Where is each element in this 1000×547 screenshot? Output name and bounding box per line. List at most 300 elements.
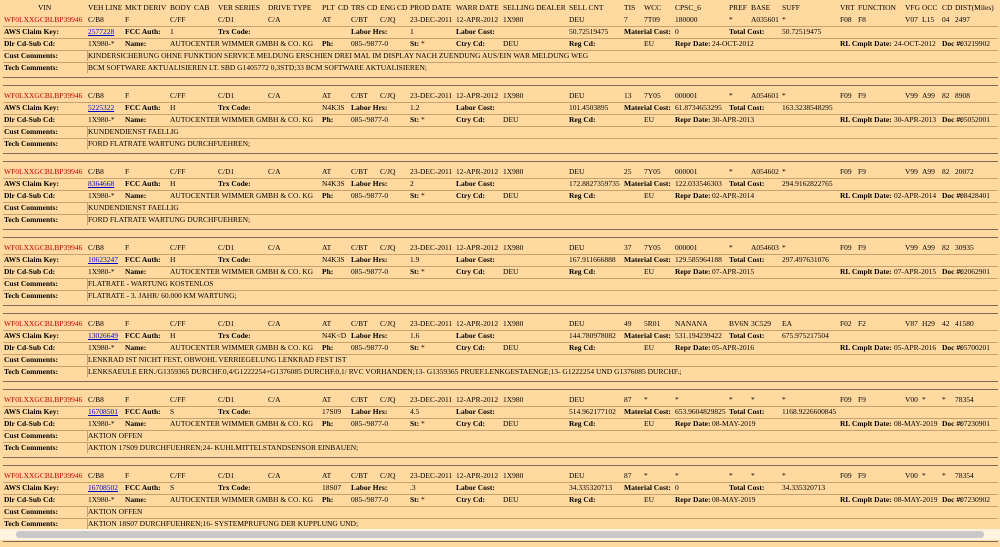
dlr-cd-value: 1X980-* [88, 39, 115, 48]
reg-cd-value: EU [644, 267, 654, 276]
dealer-name-value: AUTOCENTER WIMMER GMBH & CO. KG [170, 267, 314, 276]
occ-value: H29 [922, 319, 935, 328]
repr-date-value: 07-APR-2015 [712, 267, 755, 276]
dlr-cd-label: Dlr Cd-Sub Cd: [4, 267, 56, 276]
base-value: A035601 [751, 15, 779, 24]
occ-value: * [922, 395, 926, 404]
dlr-cd-label: Dlr Cd-Sub Cd: [4, 115, 56, 124]
reg-cd-label: Reg Cd: [569, 419, 596, 428]
sell-cnt-value: DEU [569, 243, 585, 252]
record-divider [3, 153, 998, 154]
ctry-cd-label: Ctry Cd: [456, 419, 485, 428]
col-warr-date: WARR DATE [456, 3, 499, 12]
total-cost-label: Total Cost: [729, 331, 765, 340]
reg-cd-value: EU [644, 419, 654, 428]
total-cost-label: Total Cost: [729, 255, 765, 264]
state-label: St: [410, 191, 420, 200]
trx-code-value: N4K3S [322, 103, 345, 112]
repr-date-value: 05-APR-2016 [712, 343, 755, 352]
record-divider [3, 457, 998, 458]
selling-dealer-value: 1X980 [503, 91, 524, 100]
labor-hrs-label: Labor Hrs: [351, 331, 388, 340]
dealer-row [0, 191, 1000, 201]
dist-value: 8908 [955, 91, 970, 100]
body-value: C/FF [170, 471, 186, 480]
dist-value: 30935 [955, 243, 974, 252]
dlr-cd-label: Dlr Cd-Sub Cd: [4, 39, 56, 48]
reg-cd-label: Reg Cd: [569, 39, 596, 48]
doc-label: Doc #: [942, 495, 963, 504]
dealer-row [0, 115, 1000, 125]
aws-claim-key-label: AWS Claim Key: [4, 407, 59, 416]
tis-value: 7 [624, 15, 628, 24]
trx-code-label: Trx Code: [218, 103, 251, 112]
repr-date-value: 24-OCT-2012 [712, 39, 754, 48]
labor-hrs-label: Labor Hrs: [351, 179, 388, 188]
cust-comments-value: KUNDENDIENST FAELLIG [88, 203, 179, 212]
vfg-value: V99 [905, 91, 918, 100]
dealer-name-value: AUTOCENTER WIMMER GMBH & CO. KG [170, 419, 314, 428]
state-label: St: [410, 267, 420, 276]
trs-value: C/BT [351, 167, 368, 176]
aws-claim-key-label: AWS Claim Key: [4, 27, 59, 36]
sell-cnt-value: DEU [569, 167, 585, 176]
cust-comments-row [0, 279, 1000, 289]
aws-claim-key-link[interactable]: 16708502 [88, 483, 118, 492]
dealer-row [0, 495, 1000, 505]
wcc-value: * [644, 395, 648, 404]
aws-claim-key-label: AWS Claim Key: [4, 331, 59, 340]
scrollbar-thumb[interactable] [16, 531, 984, 538]
phone-label: Ph: [322, 191, 334, 200]
cust-comments-value: KINDERSICHERUNG OHNE FUNKTION SERVICE MELDUNG ERSCHIEN DREI MAL IM DISPLAY NACH ZUENDUNG AUS/EIN WAR MELDUNG WEG [88, 51, 589, 60]
dealer-name-value: AUTOCENTER WIMMER GMBH & CO. KG [170, 495, 314, 504]
cust-comments-label: Cust Comments: [4, 355, 58, 364]
cd-value: 82 [942, 243, 950, 252]
prod-date-value: 23-DEC-2011 [410, 471, 453, 480]
dealer-row [0, 267, 1000, 277]
tech-comments-row [0, 367, 1000, 377]
cust-comments-label: Cust Comments: [4, 51, 58, 60]
dlr-cd-label: Dlr Cd-Sub Cd: [4, 343, 56, 352]
aws-claim-key-link[interactable]: 2577228 [88, 27, 115, 36]
wcc-value: 7Y05 [644, 243, 661, 252]
labor-hrs-value: 2 [410, 179, 414, 188]
record-divider [3, 161, 998, 162]
repr-date-label: Repr Date: [675, 115, 711, 124]
dlr-cd-value: 1X980-* [88, 495, 115, 504]
labor-cost-value: 50.72519475 [569, 27, 609, 36]
trs-value: C/BT [351, 15, 368, 24]
claim-row [0, 407, 1000, 417]
body-value: C/FF [170, 15, 186, 24]
dlr-cd-label: Dlr Cd-Sub Cd: [4, 419, 56, 428]
col-cd3: CD [397, 3, 408, 12]
ver-series-value: C/D1 [218, 471, 235, 480]
body-value: C/FF [170, 91, 186, 100]
function-value: F9 [858, 91, 866, 100]
record-divider [3, 381, 998, 382]
tech-comments-row [0, 215, 1000, 225]
occ-value: A99 [922, 243, 935, 252]
phone-label: Ph: [322, 495, 334, 504]
trx-code-value: N4K3S [322, 255, 345, 264]
labor-hrs-value: 1.9 [410, 255, 420, 264]
pref-value: * [729, 243, 733, 252]
col-occ: OCC [922, 3, 938, 12]
tech-comments-row [0, 291, 1000, 301]
suff-value: * [782, 15, 786, 24]
state-label: St: [410, 115, 420, 124]
base-value: 3C529 [751, 319, 772, 328]
dist-value: 78354 [955, 471, 974, 480]
tech-comments-label: Tech Comments: [4, 443, 59, 452]
tech-comments-value: AKTION 17S09 DURCHFUEHREN;24- KUHLMITTELSTANDSENSOR EINBAUEN; [88, 443, 359, 452]
plt-value: AT [322, 471, 332, 480]
col-veh-line: VEH LINE [88, 3, 123, 12]
aws-claim-key-label: AWS Claim Key: [4, 179, 59, 188]
ver-series-value: C/D1 [218, 243, 235, 252]
name-label: Name: [125, 39, 147, 48]
record-divider [3, 237, 998, 238]
base-value: A054601 [751, 91, 779, 100]
repr-date-label: Repr Date: [675, 495, 711, 504]
ctry-cd-value: DEU [503, 115, 519, 124]
tis-value: 87 [624, 395, 632, 404]
sell-cnt-value: DEU [569, 319, 585, 328]
material-cost-value: 531.194239422 [675, 331, 722, 340]
material-cost-label: Material Cost: [624, 103, 671, 112]
vrt-value: F09 [840, 471, 852, 480]
mkt-deriv-value: F [125, 243, 130, 252]
vehicle-row [0, 319, 1000, 329]
total-cost-value: 1168.9226600845 [782, 407, 837, 416]
cpsc-value: * [675, 471, 679, 480]
sell-cnt-value: DEU [569, 91, 585, 100]
col-eng: ENG [380, 3, 396, 12]
body-value: C/FF [170, 167, 186, 176]
col-dist: DIST(Miles) [955, 3, 994, 12]
warr-date-value: 12-APR-2012 [456, 471, 499, 480]
repr-date-label: Repr Date: [675, 419, 711, 428]
claim-row [0, 255, 1000, 265]
cust-comments-value: AKTION OFFEN [88, 431, 143, 440]
labor-hrs-label: Labor Hrs: [351, 255, 388, 264]
record-divider [3, 77, 998, 78]
base-value: * [751, 395, 755, 404]
cust-comments-label: Cust Comments: [4, 279, 58, 288]
vrt-value: F09 [840, 91, 852, 100]
dist-value: 2497 [955, 15, 970, 24]
cd-value: 82 [942, 91, 950, 100]
fcc-auth-value: S [170, 483, 175, 492]
fcc-auth-label: FCC Auth: [125, 103, 161, 112]
ver-series-value: C/D1 [218, 91, 235, 100]
wcc-value: 7T09 [644, 15, 660, 24]
cust-comments-label: Cust Comments: [4, 203, 58, 212]
suff-value: EA [782, 319, 792, 328]
labor-hrs-value: 1 [410, 27, 414, 36]
doc-label: Doc #: [942, 267, 963, 276]
material-cost-value: 122.033546303 [675, 179, 722, 188]
material-cost-value: 61.8734653295 [675, 103, 722, 112]
prod-date-value: 23-DEC-2011 [410, 243, 453, 252]
reg-cd-label: Reg Cd: [569, 495, 596, 504]
sell-cnt-value: DEU [569, 395, 585, 404]
phone-label: Ph: [322, 343, 334, 352]
mkt-deriv-value: F [125, 15, 130, 24]
cust-comments-row [0, 507, 1000, 517]
tech-comments-value: AKTION 18S07 DURCHFUEHREN;16- SYSTEMPRUFUNG DER KUPPLUNG UND; [88, 519, 359, 528]
pref-value: * [729, 167, 733, 176]
vrt-value: F09 [840, 243, 852, 252]
warr-date-value: 12-APR-2012 [456, 243, 499, 252]
total-cost-value: 675.975217504 [782, 331, 829, 340]
doc-label: Doc #: [942, 115, 963, 124]
vin-value: WF0LXXGCBLBP39946 [4, 471, 83, 480]
total-cost-value: 50.72519475 [782, 27, 822, 36]
occ-value: A99 [922, 91, 935, 100]
vfg-value: V00 [905, 395, 918, 404]
claim-row [0, 179, 1000, 189]
tis-value: 25 [624, 167, 632, 176]
tech-comments-label: Tech Comments: [4, 63, 59, 72]
material-cost-label: Material Cost: [624, 331, 671, 340]
warr-date-value: 12-APR-2012 [456, 395, 499, 404]
col-pref: PREF [729, 3, 747, 12]
suff-value: * [782, 167, 786, 176]
suff-value: * [782, 395, 786, 404]
rl-cmplt-date-value: 08-MAY-2019 [894, 419, 938, 428]
total-cost-label: Total Cost: [729, 179, 765, 188]
record-divider [3, 313, 998, 314]
cd-value: 82 [942, 167, 950, 176]
ctry-cd-label: Ctry Cd: [456, 343, 485, 352]
phone-value: 085-/9877-0 [351, 419, 389, 428]
cust-comments-label: Cust Comments: [4, 127, 58, 136]
material-cost-value: 0 [675, 483, 679, 492]
prod-date-value: 23-DEC-2011 [410, 319, 453, 328]
tech-comments-value: LENKSAEULE ERN./G1359365 DURCHF.0,4/G1222254+G1376085 DURCHF.0,1/ RVC VORHANDEN;13- G1359365 PRUEF.LENKGESTAENGE;13- G1222254 UND G1376085 DURCHF.; [88, 367, 682, 376]
doc-value: 05700201 [960, 343, 990, 352]
prod-date-value: 23-DEC-2011 [410, 91, 453, 100]
dist-value: 20072 [955, 167, 974, 176]
function-value: F9 [858, 167, 866, 176]
state-value: * [421, 343, 425, 352]
reg-cd-label: Reg Cd: [569, 115, 596, 124]
drive-type-value: C/A [268, 395, 281, 404]
function-value: F9 [858, 471, 866, 480]
fcc-auth-value: 1 [170, 27, 174, 36]
eng-value: C/JQ [380, 395, 396, 404]
trx-code-value: N4K3S [322, 179, 345, 188]
mkt-deriv-value: F [125, 91, 130, 100]
fcc-auth-value: H [170, 103, 176, 112]
selling-dealer-value: 1X980 [503, 319, 524, 328]
labor-cost-label: Labor Cost: [456, 179, 495, 188]
selling-dealer-value: 1X980 [503, 471, 524, 480]
phone-label: Ph: [322, 39, 334, 48]
horizontal-scrollbar[interactable] [0, 529, 1000, 540]
aws-claim-key-label: AWS Claim Key: [4, 255, 59, 264]
labor-cost-value: 172.8827359735 [569, 179, 620, 188]
name-label: Name: [125, 115, 147, 124]
cust-comments-label: Cust Comments: [4, 431, 58, 440]
eng-value: C/JQ [380, 471, 396, 480]
material-cost-label: Material Cost: [624, 179, 671, 188]
name-label: Name: [125, 267, 147, 276]
vehicle-row [0, 471, 1000, 481]
rl-cmplt-date-value: 02-APR-2014 [894, 191, 937, 200]
labor-hrs-value: .3 [410, 483, 416, 492]
repr-date-label: Repr Date: [675, 343, 711, 352]
eng-value: C/JQ [380, 91, 396, 100]
state-label: St: [410, 343, 420, 352]
labor-cost-label: Labor Cost: [456, 103, 495, 112]
function-value: F9 [858, 243, 866, 252]
veh-line-value: C/B8 [88, 167, 104, 176]
ctry-cd-value: DEU [503, 267, 519, 276]
rl-cmplt-date-label: RL Cmplt Date: [840, 267, 892, 276]
name-label: Name: [125, 191, 147, 200]
ctry-cd-label: Ctry Cd: [456, 115, 485, 124]
wcc-value: * [644, 471, 648, 480]
cust-comments-value: AKTION OFFEN [88, 507, 143, 516]
vehicle-row [0, 15, 1000, 25]
record-divider [3, 541, 998, 542]
doc-value: 07230901 [960, 419, 990, 428]
labor-cost-value: 514.962177102 [569, 407, 616, 416]
state-label: St: [410, 419, 420, 428]
col-cpsc: CPSC_6 [675, 3, 701, 12]
rl-cmplt-date-value: 08-MAY-2019 [894, 495, 938, 504]
dealer-name-value: AUTOCENTER WIMMER GMBH & CO. KG [170, 343, 314, 352]
total-cost-label: Total Cost: [729, 27, 765, 36]
veh-line-value: C/B8 [88, 15, 104, 24]
fcc-auth-label: FCC Auth: [125, 483, 161, 492]
ctry-cd-value: DEU [503, 39, 519, 48]
eng-value: C/JQ [380, 167, 396, 176]
drive-type-value: C/A [268, 319, 281, 328]
cust-comments-row [0, 203, 1000, 213]
total-cost-value: 294.9162822765 [782, 179, 833, 188]
tech-comments-label: Tech Comments: [4, 367, 59, 376]
name-label: Name: [125, 495, 147, 504]
aws-claim-key-link[interactable]: 16708501 [88, 407, 118, 416]
base-value: * [751, 471, 755, 480]
doc-label: Doc #: [942, 419, 963, 428]
col-cd: CD [338, 3, 349, 12]
cpsc-value: 000001 [675, 243, 698, 252]
tech-comments-value: BCM SOFTWARE AKTUALISIEREN LT. SBD G1405772 0,3STD;33 BCM SOFTWARE AKTUALISIEREN; [88, 63, 427, 72]
wcc-value: 7Y05 [644, 167, 661, 176]
vin-value: WF0LXXGCBLBP39946 [4, 319, 83, 328]
body-value: C/FF [170, 243, 186, 252]
trs-value: C/BT [351, 395, 368, 404]
veh-line-value: C/B8 [88, 91, 104, 100]
repr-date-value: 02-APR-2014 [712, 191, 755, 200]
labor-hrs-value: 1.2 [410, 103, 420, 112]
tis-value: 37 [624, 243, 632, 252]
vin-value: WF0LXXGCBLBP39946 [4, 167, 83, 176]
total-cost-label: Total Cost: [729, 407, 765, 416]
claim-row [0, 103, 1000, 113]
dealer-row [0, 343, 1000, 353]
ctry-cd-label: Ctry Cd: [456, 191, 485, 200]
suff-value: * [782, 243, 786, 252]
state-value: * [421, 191, 425, 200]
aws-claim-key-link[interactable]: 8364668 [88, 179, 115, 188]
dlr-cd-value: 1X980-* [88, 191, 115, 200]
repr-date-value: 08-MAY-2019 [712, 419, 756, 428]
dist-value: 41580 [955, 319, 974, 328]
repr-date-label: Repr Date: [675, 267, 711, 276]
drive-type-value: C/A [268, 471, 281, 480]
labor-cost-label: Labor Cost: [456, 483, 495, 492]
phone-value: 085-/9877-0 [351, 191, 389, 200]
pref-value: BV6N [729, 319, 749, 328]
vfg-value: V99 [905, 167, 918, 176]
tech-comments-value: FLATRATE - 3. JAHR/ 60.000 KM WARTUNG; [88, 291, 237, 300]
labor-hrs-label: Labor Hrs: [351, 103, 388, 112]
col-base: BASE [751, 3, 771, 12]
vehicle-row [0, 395, 1000, 405]
cust-comments-row [0, 355, 1000, 365]
prod-date-value: 23-DEC-2011 [410, 167, 453, 176]
reg-cd-value: EU [644, 343, 654, 352]
phone-value: 085-/9877-0 [351, 495, 389, 504]
dealer-name-value: AUTOCENTER WIMMER GMBH & CO. KG [170, 191, 314, 200]
trs-value: C/BT [351, 319, 368, 328]
doc-label: Doc #: [942, 39, 963, 48]
doc-value: 02062901 [960, 267, 990, 276]
claim-record [0, 91, 1000, 167]
occ-value: * [922, 471, 926, 480]
drive-type-value: C/A [268, 243, 281, 252]
material-cost-value: 653.9604829825 [675, 407, 726, 416]
labor-hrs-label: Labor Hrs: [351, 407, 388, 416]
ver-series-value: C/D1 [218, 167, 235, 176]
aws-claim-key-link[interactable]: 10623247 [88, 255, 118, 264]
record-divider [3, 465, 998, 466]
repr-date-value: 08-MAY-2019 [712, 495, 756, 504]
ctry-cd-label: Ctry Cd: [456, 495, 485, 504]
tech-comments-value: FORD FLATRATE WARTUNG DURCHFUEHREN; [88, 139, 251, 148]
wcc-value: 5R01 [644, 319, 661, 328]
selling-dealer-value: 1X980 [503, 15, 524, 24]
cd-value: * [942, 395, 946, 404]
veh-line-value: C/B8 [88, 243, 104, 252]
aws-claim-key-link[interactable]: 5225322 [88, 103, 115, 112]
labor-cost-label: Labor Cost: [456, 27, 495, 36]
material-cost-value: 129.585964188 [675, 255, 722, 264]
col-ver-series: VER SERIES [218, 3, 260, 12]
dlr-cd-value: 1X980-* [88, 419, 115, 428]
dlr-cd-value: 1X980-* [88, 115, 115, 124]
aws-claim-key-link[interactable]: 13026649 [88, 331, 118, 340]
rl-cmplt-date-label: RL Cmplt Date: [840, 191, 892, 200]
ver-series-value: C/D1 [218, 15, 235, 24]
phone-label: Ph: [322, 419, 334, 428]
veh-line-value: C/B8 [88, 395, 104, 404]
rl-cmplt-date-label: RL Cmplt Date: [840, 419, 892, 428]
ver-series-value: C/D1 [218, 319, 235, 328]
trx-code-value: N4K<D [322, 331, 347, 340]
reg-cd-label: Reg Cd: [569, 343, 596, 352]
fcc-auth-value: H [170, 179, 176, 188]
trx-code-label: Trx Code: [218, 179, 251, 188]
labor-hrs-value: 4.5 [410, 407, 420, 416]
